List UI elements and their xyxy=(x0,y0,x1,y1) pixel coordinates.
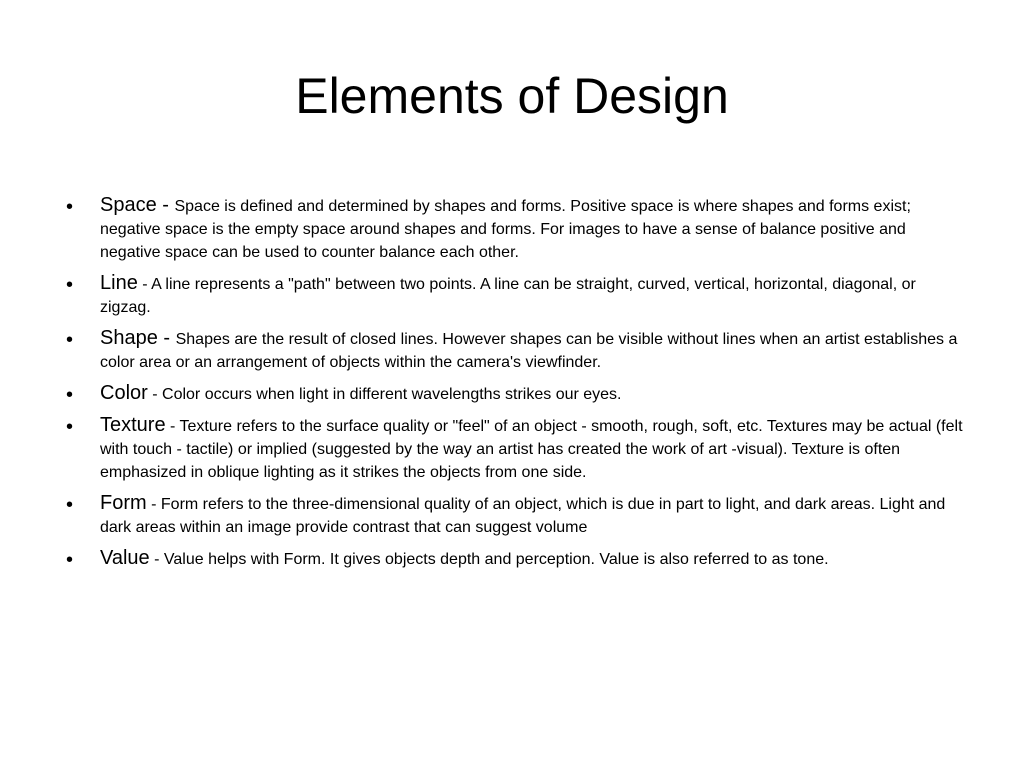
bullet-term: Value xyxy=(100,547,150,569)
bullet-icon: • xyxy=(66,329,74,351)
bullet-icon: • xyxy=(66,196,74,218)
bullet-description: - Form refers to the three-dimensional quality of an object, which is due in part to light, and dark areas. Light and dark areas within an image provide contrast that can suggest volume xyxy=(100,496,946,536)
bullet-term: Color xyxy=(100,382,148,404)
bullet-icon: • xyxy=(66,494,74,516)
bullet-list xyxy=(66,194,966,579)
slide-title: Elements of Design xyxy=(295,68,729,124)
bullet-icon: • xyxy=(66,549,74,571)
bullet-term: Texture xyxy=(100,414,166,436)
bullet-item-shape xyxy=(66,327,966,374)
bullet-term: Space - xyxy=(100,194,175,216)
bullet-description: - Value helps with Form. It gives objects depth and perception. Value is also referred to as tone. xyxy=(149,551,829,568)
bullet-icon: • xyxy=(66,416,74,438)
bullet-item-line xyxy=(66,272,966,319)
bullet-description: - Texture refers to the surface quality or "feel" of an object - smooth, rough, soft, etc. Textures may be actual (felt with touch - tactile) or implied (suggested by the way an artist has created the work of art -visual). Texture is often emphasized in oblique lighting as it strikes the objects from one side. xyxy=(100,418,963,481)
bullet-item-texture xyxy=(66,414,966,484)
bullet-term: Line xyxy=(100,272,138,294)
bullet-term: Shape - xyxy=(100,327,176,349)
bullet-description: Shapes are the result of closed lines. However shapes can be visible without lines when an artist establishes a color area or an arrangement of objects within the camera's viewfinder. xyxy=(100,331,958,371)
bullet-term: Form xyxy=(100,492,147,514)
bullet-item-space xyxy=(66,194,966,264)
bullet-icon: • xyxy=(66,384,74,406)
bullet-icon: • xyxy=(66,274,74,296)
bullet-description: - Color occurs when light in different wavelengths strikes our eyes. xyxy=(147,386,622,403)
bullet-item-color xyxy=(66,382,966,406)
bullet-description: - A line represents a "path" between two points. A line can be straight, curved, vertical, horizontal, diagonal, or zigzag. xyxy=(100,276,916,316)
bullet-description: Space is defined and determined by shapes and forms. Positive space is where shapes and forms exist; negative space is the empty space around shapes and forms. For images to have a sense of balance positive and negative space can be used to counter balance each other. xyxy=(100,198,911,261)
bullet-item-form xyxy=(66,492,966,539)
bullet-item-value xyxy=(66,547,966,571)
